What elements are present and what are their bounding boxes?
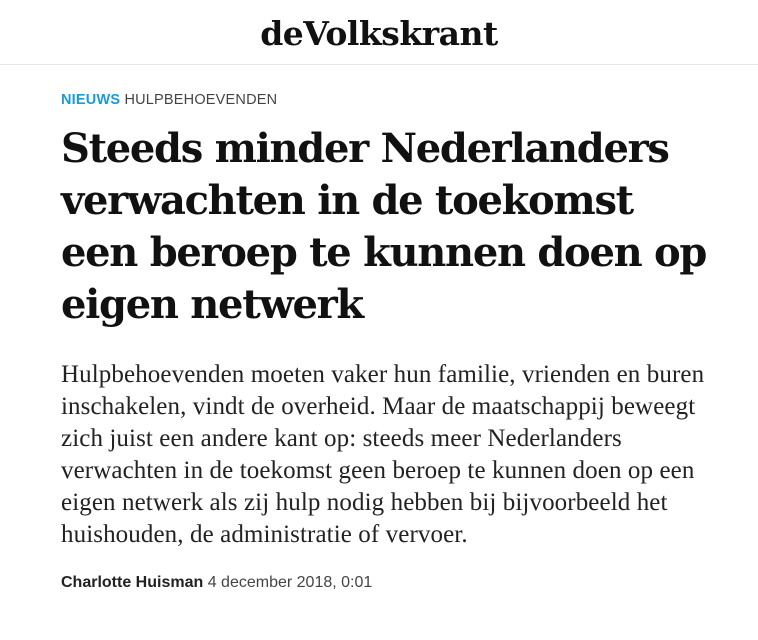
topic-tag: HULPBEHOEVENDEN <box>124 92 278 108</box>
section-link[interactable]: NIEUWS <box>61 92 121 108</box>
article-headline: Steeds minder Nederlanders verwachten in de toekomst een beroep te kunnen doen op eigen netwerk <box>61 125 707 328</box>
article-intro: Hulpbehoevenden moeten vaker hun familie, vrienden en buren inschakelen, vindt de overheid. Maar de maatschappij beweegt zich juist een andere kant op: steeds meer Nederlanders verwachten in de toekomst geen beroep te kunnen doen op een eigen netwerk als zij hulp nodig hebben bij bijvoorbeeld het huishouden, de administratie of vervoer. <box>61 361 705 548</box>
byline <box>61 572 721 594</box>
kicker <box>61 90 721 110</box>
masthead <box>0 0 758 65</box>
volkskrant-logo[interactable]: deVolkskrant <box>260 13 498 53</box>
author-link[interactable]: Charlotte Huisman <box>61 574 204 591</box>
publish-date: 4 december 2018, 0:01 <box>207 574 373 591</box>
article <box>61 90 721 594</box>
